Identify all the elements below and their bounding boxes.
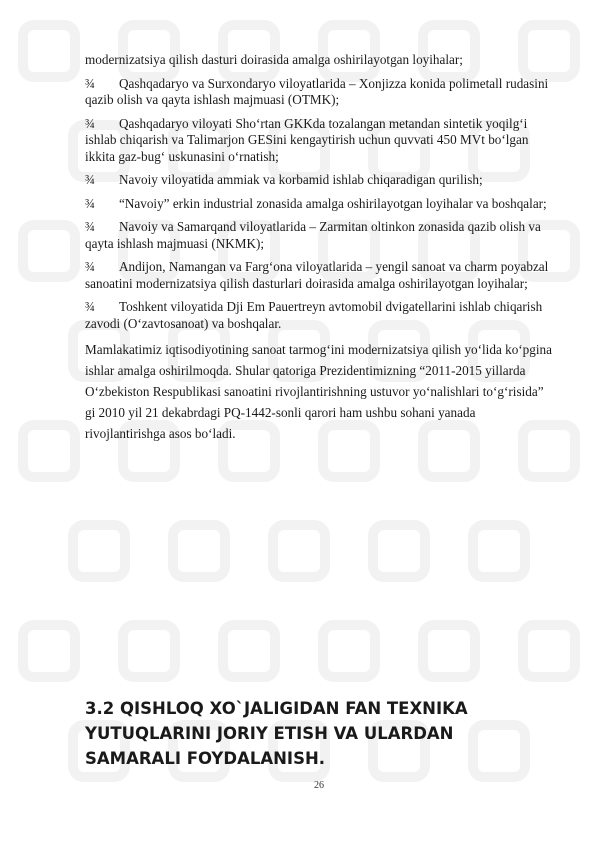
list-item-text: Qashqadaryo viloyati Sho‘rtan GKKda tozalangan metandan sintetik yoqilg‘i ishlab chiqarish va Talimarjon GESini kengaytirish uchun quvvati 450 MVt bo‘lgan ikkita gaz-bug‘ uskunasini o‘rnatish;	[85, 115, 529, 164]
list-item-text: Navoiy viloyatida ammiak va korbamid ishlab chiqaradigan qurilish;	[119, 172, 483, 187]
bullet-icon: ¾	[85, 259, 95, 274]
section-heading: 3.2 QISHLOQ XO`JALIGIDAN FAN TEXNIKA YUTUQLARINI JORIY ETISH VA ULARDAN SAMARALI FOYDALANISH.	[85, 699, 468, 768]
list-item	[85, 116, 553, 166]
list-item-text: Qashqadaryo va Surxondaryo viloyatlarida – Xonjizza konida polimetall rudasini qazib olish va qayta ishlash majmuasi (OTMK);	[85, 75, 549, 107]
bullet-icon: ¾	[85, 75, 95, 91]
bullet-icon: ¾	[85, 172, 95, 187]
bullet-icon: ¾	[85, 299, 95, 314]
list-item	[85, 76, 553, 109]
list-item-text: “Navoiy” erkin industrial zonasida amalga oshirilayotgan loyihalar va boshqalar;	[119, 195, 547, 211]
bullet-list	[85, 76, 553, 333]
bullet-icon: ¾	[85, 115, 95, 131]
list-item	[85, 219, 553, 252]
body-text	[85, 52, 553, 444]
list-item	[85, 196, 553, 213]
bullet-icon: ¾	[85, 195, 95, 211]
intro-line: modernizatsiya qilish dasturi doirasida amalga oshirilayotgan loyihalar;	[85, 52, 463, 67]
list-item-text: Navoiy va Samarqand viloyatlarida – Zarmitan oltinkon zonasida qazib olish va qayta ishlash majmuasi (NKMK);	[85, 219, 541, 251]
list-item-text: Toshkent viloyatida Dji Em Pauertreyn avtomobil dvigatellarini ishlab chiqarish zavodi (O‘zavtosanoat) va boshqalar.	[85, 299, 543, 331]
page-number: 26	[314, 780, 324, 791]
bullet-icon: ¾	[85, 219, 95, 234]
list-item	[85, 172, 553, 189]
list-item-text: Andijon, Namangan va Farg‘ona viloyatlarida – yengil sanoat va charm poyabzal sanoatini modernizatsiya qilish dasturlari doirasida amalga oshirilayotgan loyihalar;	[85, 259, 549, 291]
closing-paragraph: Mamlakatimiz iqtisodiyotining sanoat tarmog‘ini modernizatsiya qilish yo‘lida ko‘pgina ishlar amalga oshirilmoqda. Shular qatoriga Prezidentimizning “2011-2015 yillarda O‘zbekiston Respublikasi sanoatini rivojlantirishning ustuvor yo‘nalishlari to‘g‘risida” gi 2010 yil 21 dekabrdagi PQ-1442-sonli qarori ham ushbu sohani yanada rivojlantirishga asos bo‘ladi.	[85, 342, 552, 441]
list-item	[85, 299, 553, 332]
list-item	[85, 259, 553, 292]
